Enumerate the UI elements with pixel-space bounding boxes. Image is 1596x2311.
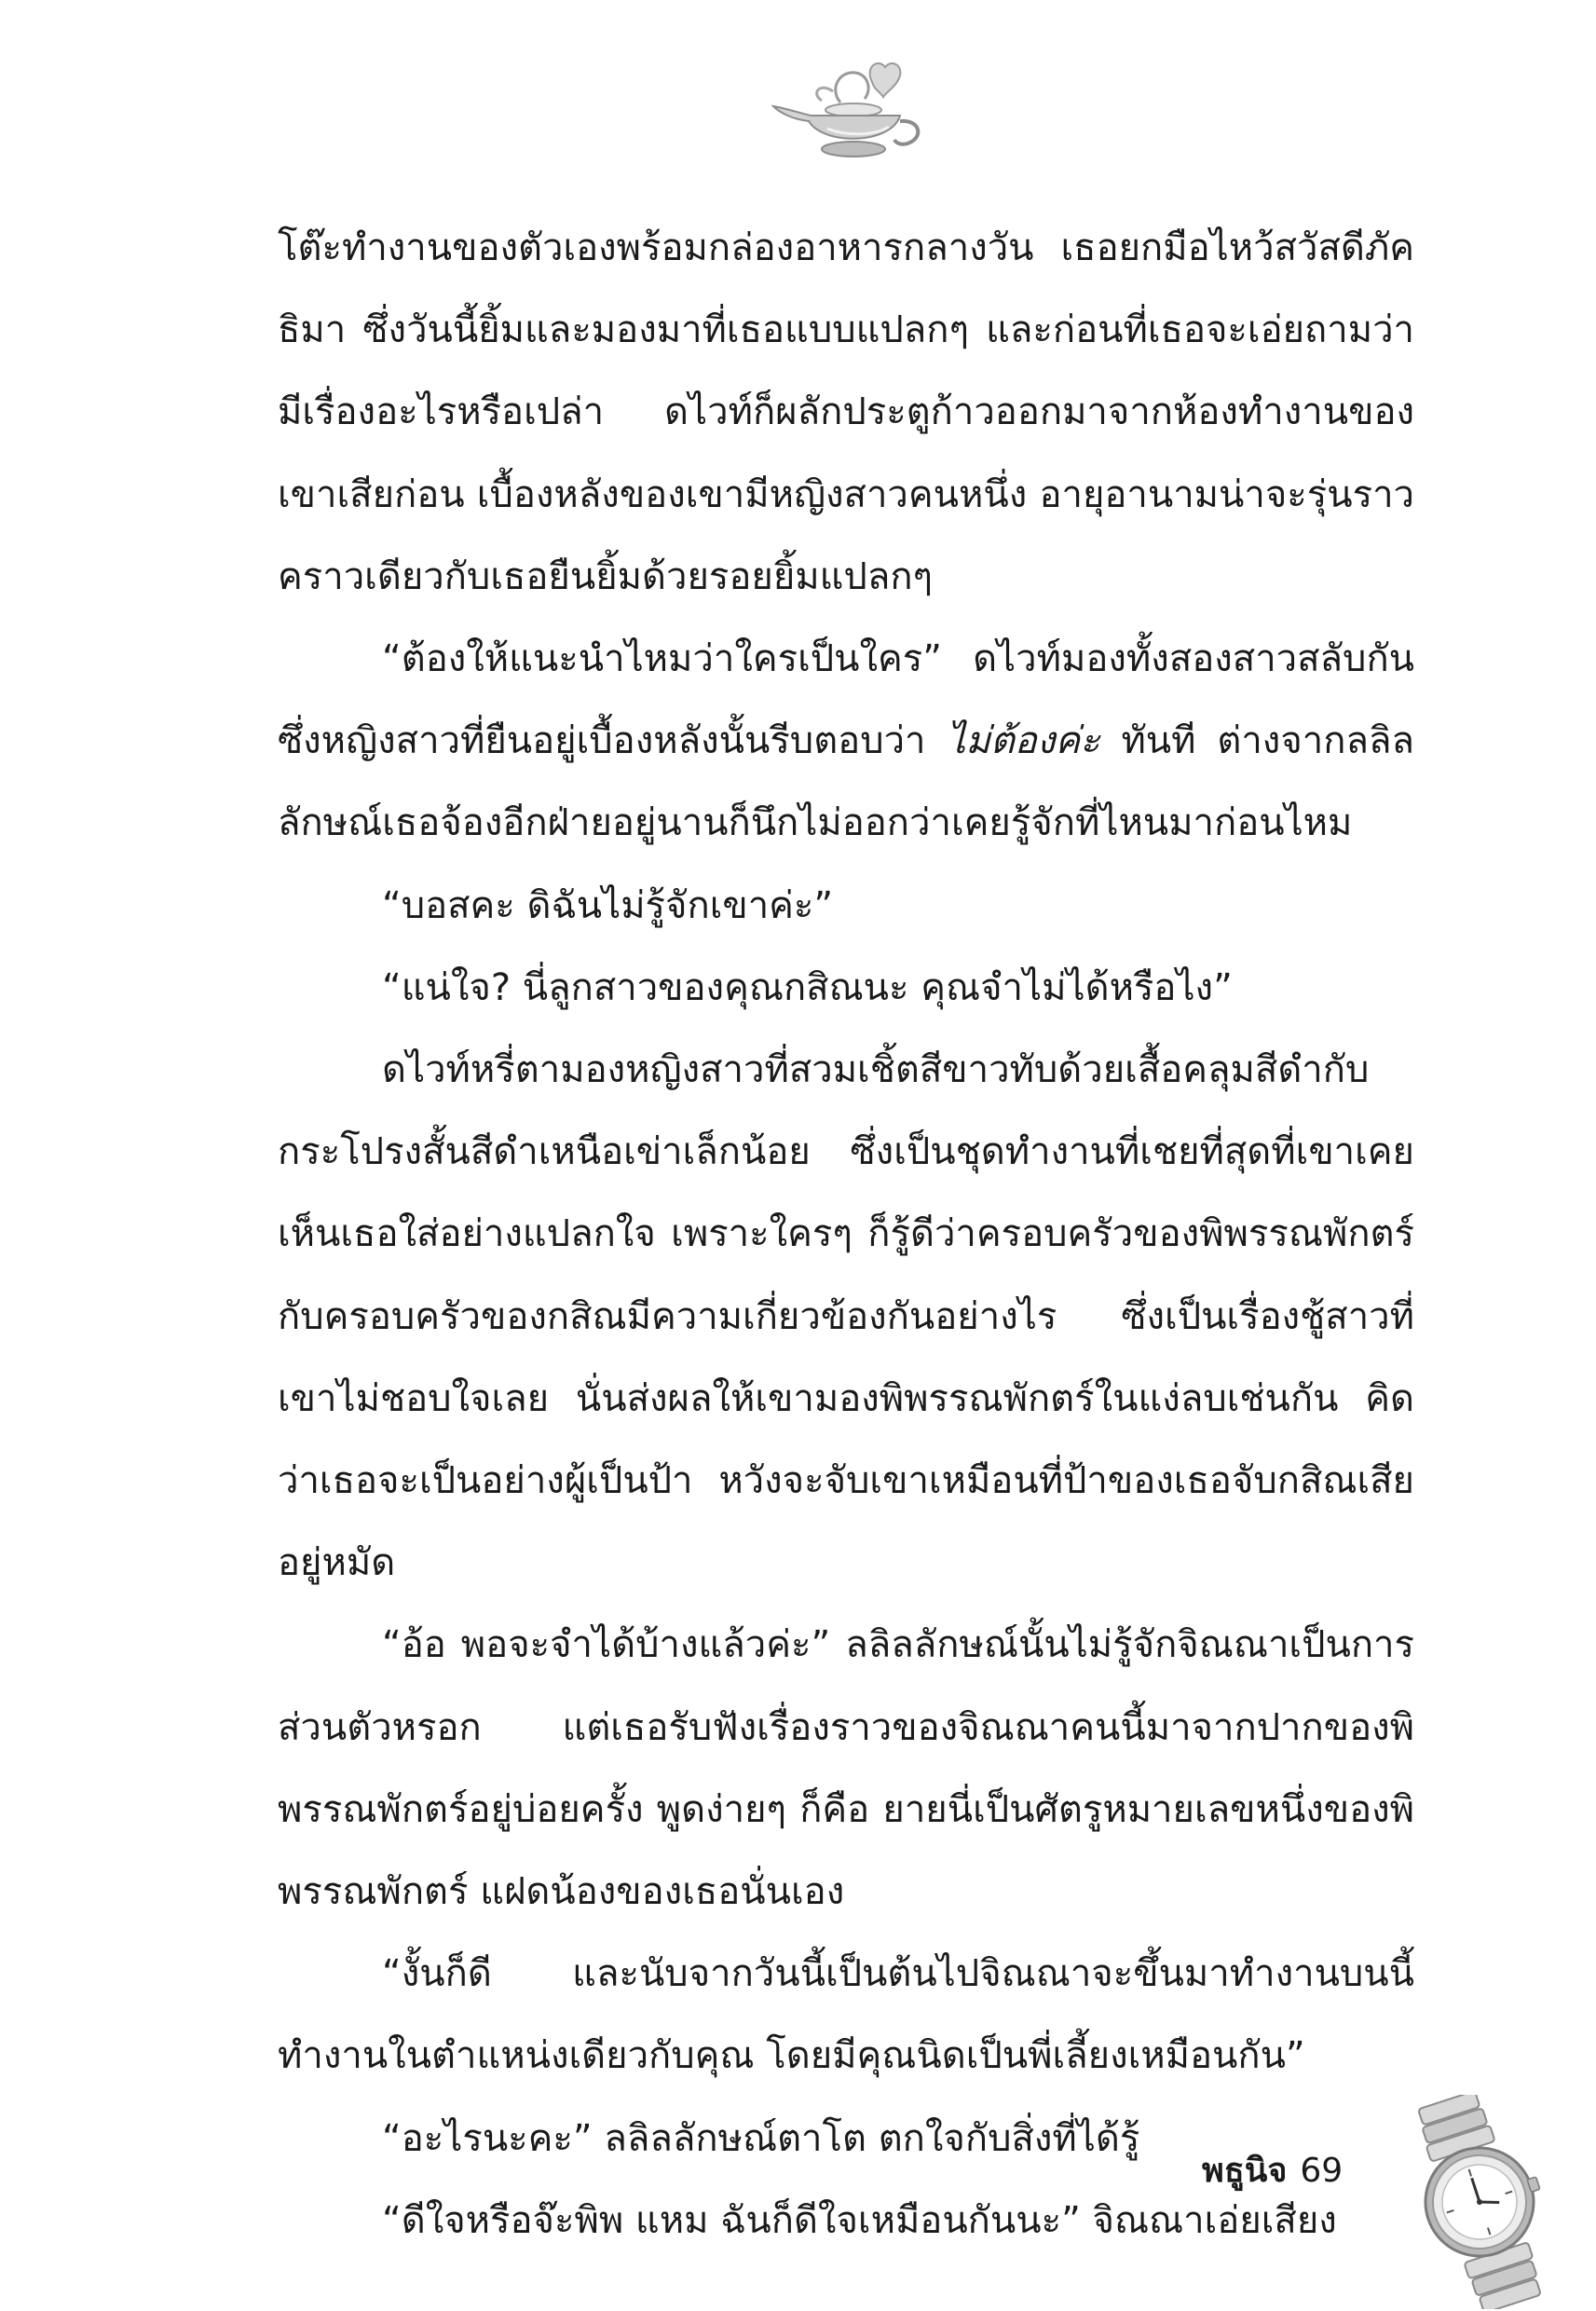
italic-phrase: ไม่ต้องค่ะ (947, 719, 1100, 763)
wristwatch-icon (1396, 2095, 1563, 2309)
paragraph-4: “แน่ใจ? นี่ลูกสาวของคุณกสิณนะ คุณจำไม่ได้หรือไง” (382, 965, 1233, 1009)
paragraph-2: “ต้องให้แนะนำไหมว่าใครเป็นใคร” ดไวท์มองทั้งสองสาวสลับกัน ซึ่งหญิงสาวที่ยืนอยู่เบื้องหลังนั้นรีบตอบว่า ไม่ต้องค่ะ ทันที ต่างจากลลิลลักษณ์เธอจ้องอีกฝ่ายอยู่นานก็นึกไม่ออกว่าเคยรู้จักที่ไหนมาก่อนไหม (278, 637, 1414, 845)
paragraph-9: “ดีใจหรือจ๊ะพิพ แหม ฉันก็ดีใจเหมือนกันนะ” จิณณาเอ่ยเสียง (382, 2198, 1337, 2242)
book-title: พธูนิจ (1202, 2152, 1288, 2190)
page-footer (1202, 2143, 1343, 2196)
body-text (278, 207, 1414, 2262)
paragraph-1: โต๊ะทำงานของตัวเองพร้อมกล่องอาหารกลางวัน เธอยกมือไหว้สวัสดีภัคธิมา ซึ่งวันนี้ยิ้มและมองมาที่เธอแบบแปลกๆ และก่อนที่เธอจะเอ่ยถามว่ามีเรื่องอะไรหรือเปล่า ดไวท์ก็ผลักประตูก้าวออกมาจากห้องทำงานของเขาเสียก่อน เบื้องหลังของเขามีหญิงสาวคนหนึ่ง อายุอานามน่าจะรุ่นราวคราวเดียวกับเธอยืนยิ้มด้วยรอยยิ้มแปลกๆ (278, 226, 1414, 598)
page-number: 69 (1300, 2152, 1344, 2190)
paragraph-8: “อะไรนะคะ” ลลิลลักษณ์ตาโต ตกใจกับสิ่งที่ได้รู้ (382, 2116, 1140, 2160)
paragraph-5: ดไวท์หรี่ตามองหญิงสาวที่สวมเชิ้ตสีขาวทับด้วยเสื้อคลุมสีดำกับกระโปรงสั้นสีดำเหนือเข่าเล็กน้อย ซึ่งเป็นชุดทำงานที่เชยที่สุดที่เขาเคยเห็นเธอใส่อย่างแปลกใจ เพราะใครๆ ก็รู้ดีว่าครอบครัวของพิพรรณพักตร์กับครอบครัวของกสิณมีความเกี่ยวข้องกันอย่างไร ซึ่งเป็นเรื่องชู้สาวที่เขาไม่ชอบใจเลย นั่นส่งผลให้เขามองพิพรรณพักตร์ในแง่ลบเช่นกัน คิดว่าเธอจะเป็นอย่างผู้เป็นป้า หวังจะจับเขาเหมือนที่ป้าของเธอจับกสิณเสียอยู่หมัด (278, 1048, 1414, 1585)
paragraph-3: “บอสคะ ดิฉันไม่รู้จักเขาค่ะ” (382, 883, 834, 927)
paragraph-6: “อ้อ พอจะจำได้บ้างแล้วค่ะ” ลลิลลักษณ์นั้นไม่รู้จักจิณณาเป็นการส่วนตัวหรอก แต่เธอรับฟังเรื่องราวของจิณณาคนนี้มาจากปากของพิพรรณพักตร์อยู่บ่อยครั้ง พูดง่ายๆ ก็คือ ยายนี่เป็นศัตรูหมายเลขหนึ่งของพิพรรณพักตร์ แฝดน้องของเธอนั่นเอง (278, 1623, 1414, 1914)
genie-lamp-icon (771, 54, 930, 166)
paragraph-7: “งั้นก็ดี และนับจากวันนี้เป็นต้นไปจิณณาจะขึ้นมาทำงานบนนี้ทำงานในตำแหน่งเดียวกับคุณ โดยมีคุณนิดเป็นพี่เลี้ยงเหมือนกัน” (278, 1952, 1414, 2078)
